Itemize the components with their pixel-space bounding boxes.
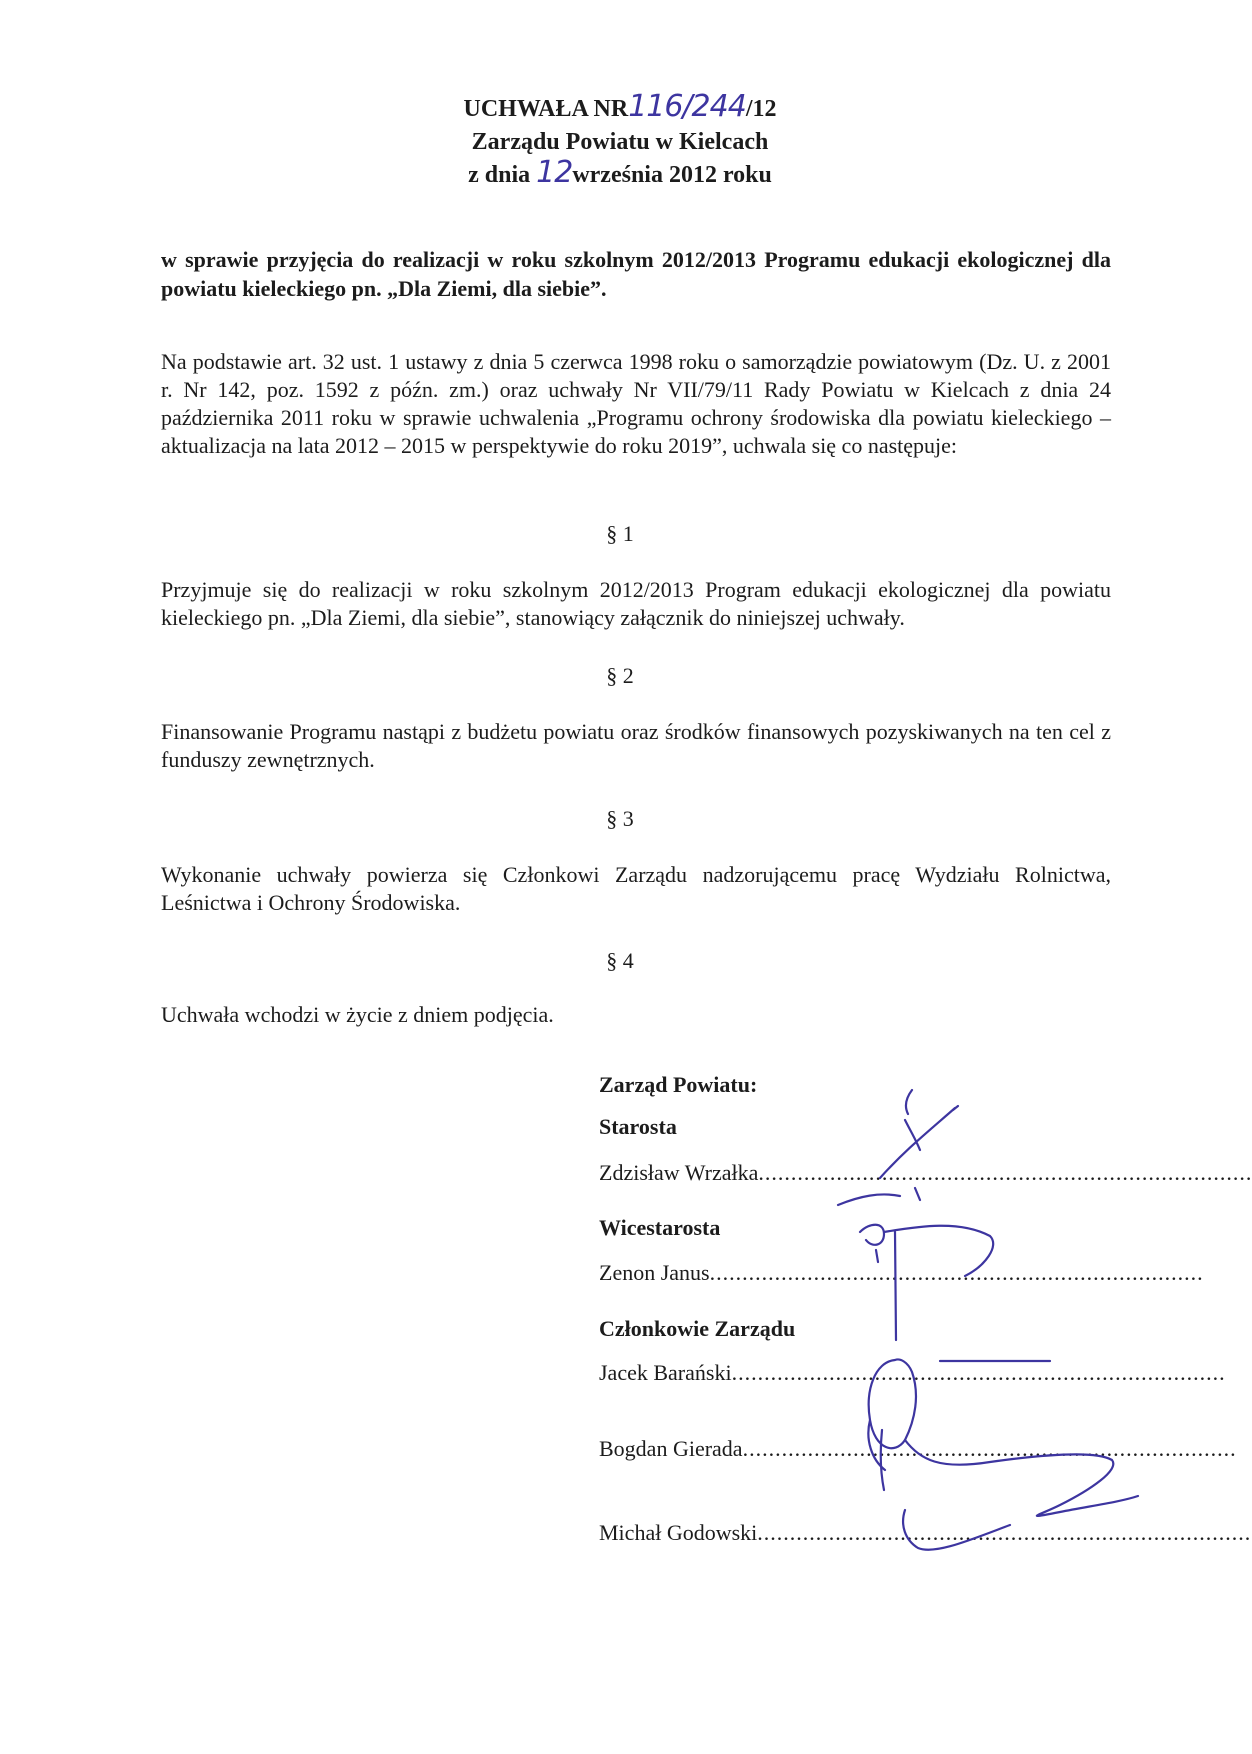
signature-dots: ............................................................................ [731, 1360, 1226, 1385]
signature-dots: ............................................................................ [742, 1436, 1237, 1461]
baranski-signature [868, 1360, 1050, 1491]
issuing-body: Zarządu Powiatu w Kielcach [471, 129, 769, 155]
starosta-signature [880, 1090, 958, 1178]
handwritten-day: 12 [536, 155, 573, 190]
member-name: Michał Godowski [599, 1520, 758, 1545]
section-2-text: Finansowanie Programu nastąpi z budżetu powiatu oraz środków finansowych pozyskiwanych na ten cel z funduszy zewnętrznych. [161, 719, 1111, 772]
gierada-signature [903, 1440, 1138, 1550]
section-1-text: Przyjmuje się do realizacji w roku szkolnym 2012/2013 Program edukacji ekologicznej dla powiatu kieleckiego pn. „Dla Ziemi, dla siebie”, stanowiący załącznik do niniejszej uchwały. [161, 577, 1111, 630]
starosta-name: Zdzisław Wrzałka [599, 1160, 759, 1185]
resolution-date-prefix: z dnia [468, 162, 531, 188]
section-4-text: Uchwała wchodzi w życie z dniem podjęcia. [161, 1002, 554, 1027]
section-4-mark: § 4 [606, 948, 634, 973]
section-3-text: Wykonanie uchwały powierza się Członkowi Zarządu nadzorującemu pracę Wydziału Rolnictwa, Leśnictwa i Ochrony Środowiska. [161, 862, 1111, 915]
resolution-subject: w sprawie przyjęcia do realizacji w roku szkolnym 2012/2013 Programu edukacji ekologicznej dla powiatu kieleckiego pn. „Dla Ziemi, dla siebie”. [161, 247, 1111, 301]
member-name: Jacek Barański [599, 1360, 732, 1385]
members-heading: Członkowie Zarządu [599, 1316, 796, 1341]
signature-dots: ............................................................................ [758, 1160, 1252, 1185]
section-2-mark: § 2 [606, 663, 634, 688]
resolution-number-prefix: UCHWAŁA NR [463, 96, 629, 122]
member-name: Bogdan Gierada [599, 1436, 743, 1461]
resolution-number-suffix: /12 [745, 96, 777, 122]
section-1-mark: § 1 [606, 521, 634, 546]
starosta-heading: Starosta [599, 1114, 677, 1139]
resolution-date-suffix: września 2012 roku [572, 162, 772, 188]
section-3-mark: § 3 [606, 806, 634, 831]
wicestarosta-heading: Wicestarosta [599, 1215, 721, 1240]
signature-dots: ............................................................................ [709, 1260, 1204, 1285]
board-heading: Zarząd Powiatu: [599, 1072, 758, 1097]
wicestarosta-signature [838, 1188, 993, 1340]
wicestarosta-name: Zenon Janus [599, 1260, 710, 1285]
legal-basis-paragraph: Na podstawie art. 32 ust. 1 ustawy z dnia 5 czerwca 1998 roku o samorządzie powiatowym (Dz. U. z 2001 r. Nr 142, poz. 1592 z późn. zm.) oraz uchwały Nr VII/79/11 Rady Powiatu w Kielcach z dnia 24 października 2011 roku w sprawie uchwalenia „Programu ochrony środowiska dla powiatu kieleckiego – aktualizacja na lata 2012 – 2015 w perspektywie do roku 2019”, uchwala się co następuje: [161, 349, 1111, 458]
handwritten-resolution-number: 116/244 [628, 89, 746, 124]
signature-dots: ............................................................................ [757, 1520, 1252, 1545]
